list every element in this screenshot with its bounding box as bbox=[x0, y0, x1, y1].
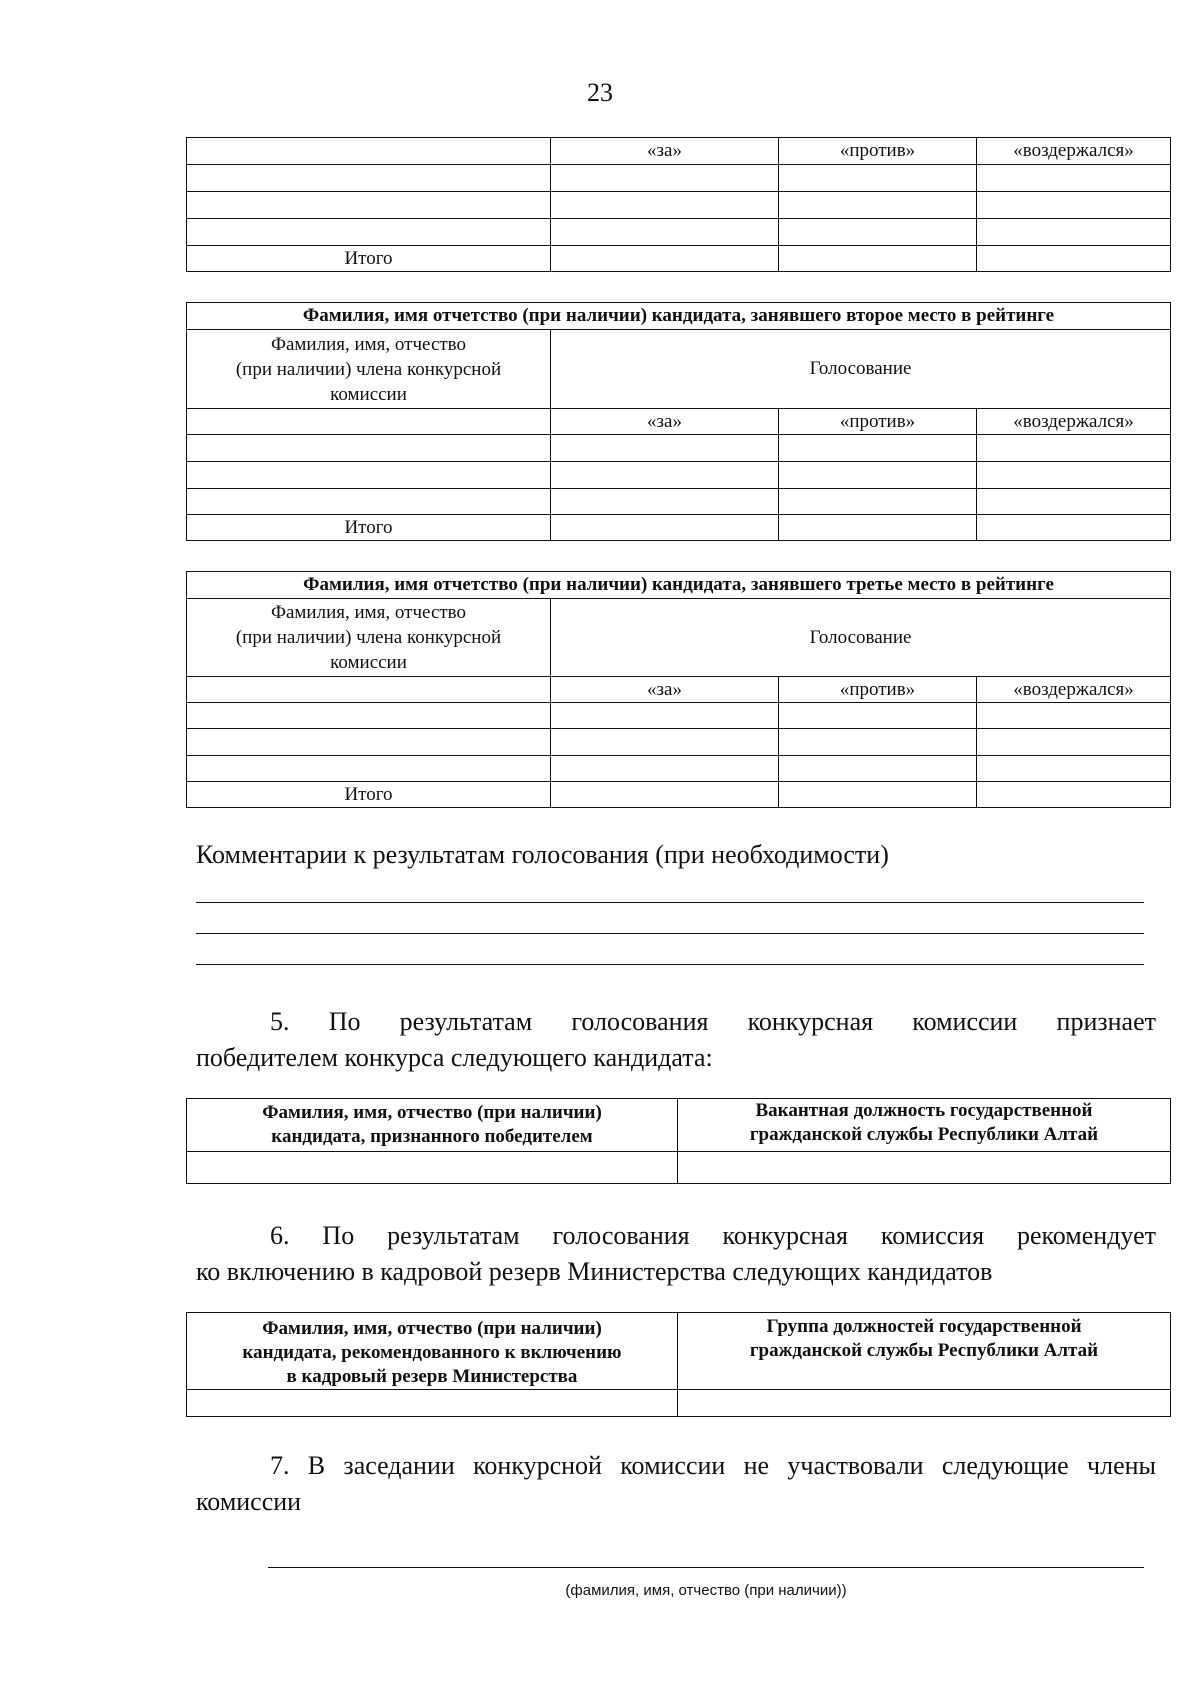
voting-table-first-place bbox=[186, 137, 1171, 272]
against-header: «против» bbox=[779, 677, 977, 703]
comment-line bbox=[196, 933, 1144, 934]
member-column-header: Фамилия, имя, отчество (при наличии) члена конкурсной комиссии bbox=[187, 330, 551, 409]
table-title: Фамилия, имя отчетство (при наличии) кандидата, занявшего третье место в рейтинге bbox=[187, 572, 1171, 599]
absent-members-line bbox=[268, 1567, 1144, 1568]
table-row bbox=[187, 703, 1171, 729]
section-6-text: 6. По результатам голосования конкурсная комиссия рекомендует ко включению в кадровой резерв Министерства следующих кандидатов bbox=[196, 1221, 1156, 1286]
reserve-table bbox=[186, 1312, 1171, 1417]
position-group-header: Группа должностей государственной гражданской службы Республики Алтай bbox=[678, 1313, 1171, 1390]
table-title: Фамилия, имя отчетство (при наличии) кандидата, занявшего второе место в рейтинге bbox=[187, 303, 1171, 330]
section-7-text: 7. В заседании конкурсной комиссии не участвовали следующие члены комиссии bbox=[196, 1451, 1156, 1516]
table-row bbox=[187, 1152, 1171, 1184]
table-row bbox=[187, 192, 1171, 219]
against-header: «против» bbox=[779, 409, 977, 435]
winner-name-header: Фамилия, имя, отчество (при наличии) кандидата, признанного победителем bbox=[187, 1099, 678, 1152]
member-column-header: Фамилия, имя, отчество (при наличии) члена конкурсной комиссии bbox=[187, 599, 551, 677]
table-row bbox=[187, 462, 1171, 489]
voting-header: Голосование bbox=[551, 599, 1171, 677]
for-header: «за» bbox=[551, 409, 779, 435]
section-5-text: 5. По результатам голосования конкурсная комиссии признает победителем конкурса следующего кандидата: bbox=[196, 1007, 1156, 1072]
table-row bbox=[187, 756, 1171, 782]
page-number: 23 bbox=[587, 78, 613, 107]
abstain-header: «воздержался» bbox=[977, 138, 1171, 165]
table-row bbox=[187, 165, 1171, 192]
absent-members-caption: (фамилия, имя, отчество (при наличии)) bbox=[565, 1582, 847, 1599]
reserve-candidate-header: Фамилия, имя, отчество (при наличии) кандидата, рекомендованного к включению в кадровый резерв Министерства bbox=[187, 1313, 678, 1390]
comments-label: Комментарии к результатам голосования (при необходимости) bbox=[196, 840, 889, 869]
abstain-header: «воздержался» bbox=[977, 677, 1171, 703]
against-header: «против» bbox=[779, 138, 977, 165]
table-row bbox=[187, 489, 1171, 515]
winner-table bbox=[186, 1098, 1171, 1184]
total-label: Итого bbox=[187, 246, 551, 272]
voting-table-second-place bbox=[186, 302, 1171, 541]
table-row bbox=[187, 219, 1171, 246]
table-row bbox=[187, 729, 1171, 756]
comment-line bbox=[196, 964, 1144, 965]
abstain-header: «воздержался» bbox=[977, 409, 1171, 435]
voting-table-third-place bbox=[186, 571, 1171, 808]
for-header: «за» bbox=[551, 677, 779, 703]
total-label: Итого bbox=[187, 782, 551, 808]
total-label: Итого bbox=[187, 515, 551, 541]
member-cell bbox=[187, 138, 551, 165]
table-row bbox=[187, 1390, 1171, 1417]
comment-line bbox=[196, 902, 1144, 903]
vacancy-header: Вакантная должность государственной гражданской службы Республики Алтай bbox=[678, 1099, 1171, 1152]
for-header: «за» bbox=[551, 138, 779, 165]
voting-header: Голосование bbox=[551, 330, 1171, 409]
table-row bbox=[187, 435, 1171, 462]
